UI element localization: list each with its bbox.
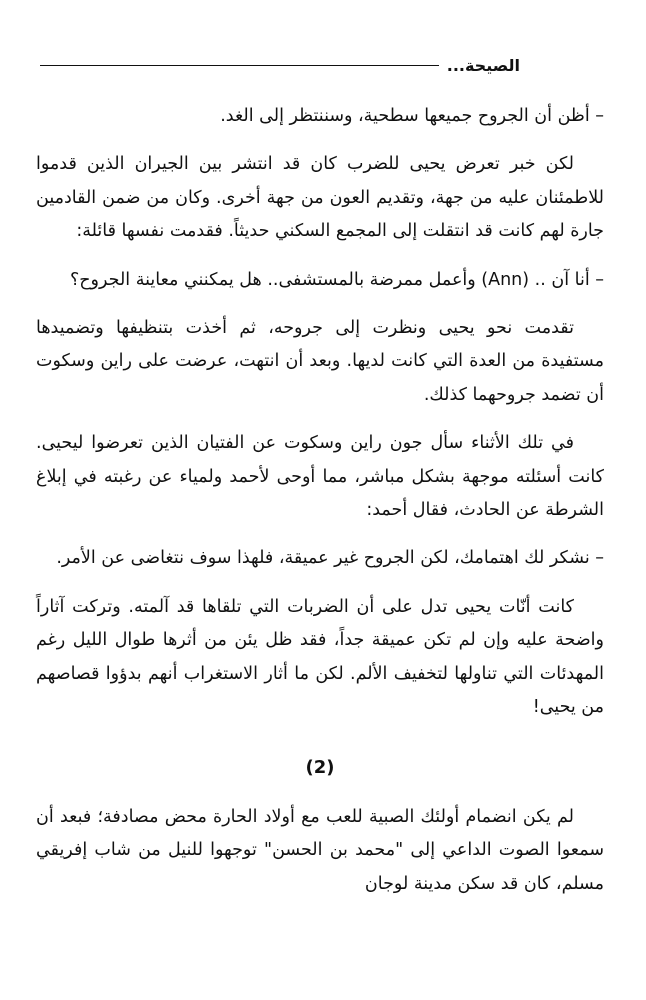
narrative-paragraph: لكن خبر تعرض يحيى للضرب كان قد انتشر بين الجيران الذين قدموا للاطمئنان عليه من جهة، وتقديم العون من جهة أخرى. وكان من ضمن القادمين جارة لهم كانت قد انتقلت إلى المجمع السكني حديثاً. فقدمت نفسها قائلة:	[36, 154, 604, 242]
narrative-paragraph: في تلك الأثناء سأل جون راين وسكوت عن الفتيان الذين تعرضوا ليحيى. كانت أسئلته موجهة بشكل مباشر، مما أوحى لأحمد ولمياء عن رغبته في إبلاغ الشرطة عن الحادث، فقال أحمد:	[36, 433, 604, 521]
running-title: الصيحة...	[446, 56, 520, 75]
dialogue-paragraph: – أنا آن .. (Ann) وأعمل ممرضة بالمستشفى.. هل يمكنني معاينة الجروح؟	[69, 269, 604, 290]
page-body	[36, 100, 604, 916]
running-header	[40, 56, 520, 75]
narrative-paragraph: كانت أنّات يحيى تدل على أن الضربات التي تلقاها قد آلمته. وتركت آثاراً واضحة عليه وإن لم تكن عميقة جداً، فقد ظل يئن من أثرها طوال الليل رغم المهدئات التي تناولها لتخفيف الألم. لكن ما أثار الاستغراب أنهم بدؤوا قصاصهم من يحيى!	[36, 596, 604, 718]
header-rule	[40, 65, 439, 66]
section-number: (2)	[305, 756, 335, 778]
narrative-paragraph: لم يكن انضمام أولئك الصبية للعب مع أولاد الحارة محض مصادفة؛ فبعد أن سمعوا الصوت الداعي إلى "محمد بن الحسن" توجهوا للنيل من شاب إفريقي مسلم، كان قد سكن مدينة لوجان	[36, 806, 604, 894]
narrative-paragraph: تقدمت نحو يحيى ونظرت إلى جروحه، ثم أخذت بتنظيفها وتضميدها مستفيدة من العدة التي كانت لديها. وبعد أن انتهت، عرضت على راين وسكوت أن تضمد جروحهما كذلك.	[36, 318, 604, 405]
dialogue-paragraph: – أظن أن الجروح جميعها سطحية، وسننتظر إلى الغد.	[220, 106, 604, 126]
dialogue-paragraph: – نشكر لك اهتمامك، لكن الجروح غير عميقة، فلهذا سوف نتغاضى عن الأمر.	[56, 548, 604, 569]
